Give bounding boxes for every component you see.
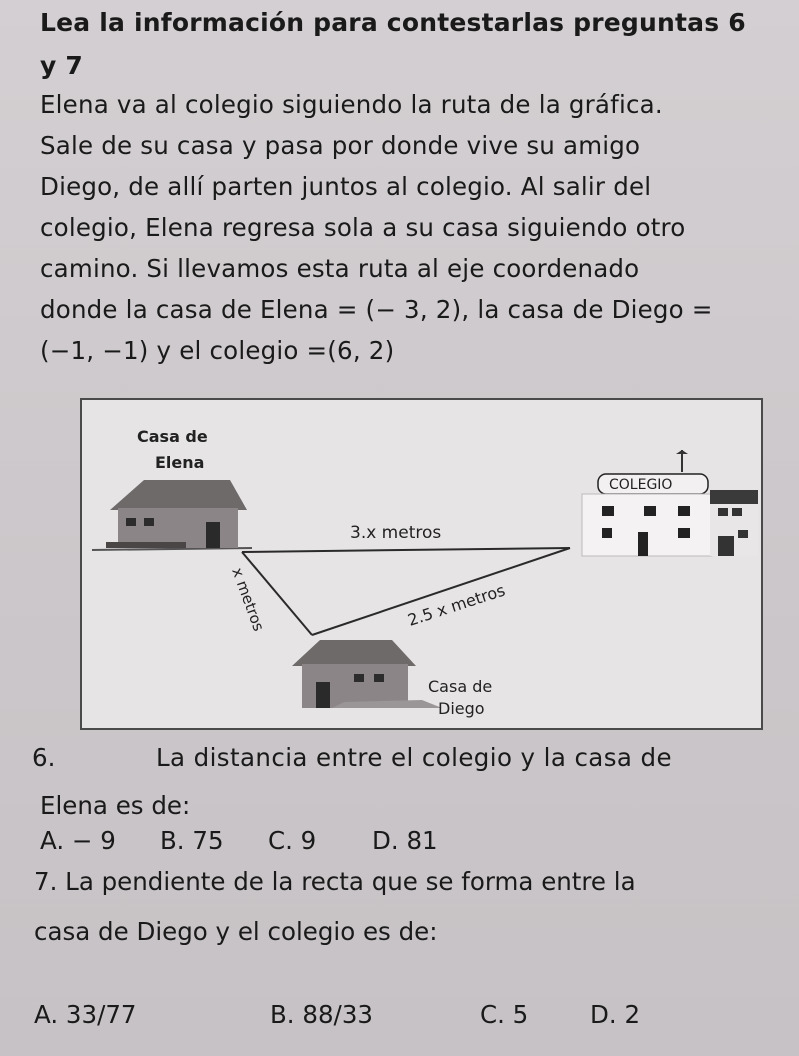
ground-line <box>92 548 252 550</box>
question-7-options <box>34 1000 754 1040</box>
statement-line: donde la casa de Elena = (− 3, 2), la casa de Diego = <box>40 295 713 324</box>
statement-line: Elena va al colegio siguiendo la ruta de la gráfica. <box>40 90 663 119</box>
q6-option-c[interactable]: C. 9 <box>268 826 317 855</box>
question-7-text-line-2: casa de Diego y el colegio es de: <box>34 917 438 946</box>
label-right-distance: 2.5 x metros <box>405 580 508 630</box>
label-left-distance: x metros <box>228 565 268 634</box>
label-casa-elena-2: Elena <box>155 453 205 472</box>
label-casa-elena-1: Casa de <box>137 427 208 446</box>
statement-line: colegio, Elena regresa sola a su casa siguiendo otro <box>40 213 686 242</box>
q7-option-c[interactable]: C. 5 <box>480 1000 529 1029</box>
problem-statement <box>40 84 760 371</box>
q6-option-b[interactable]: B. 75 <box>160 826 224 855</box>
q6-option-a[interactable]: A. − 9 <box>40 826 116 855</box>
statement-line: (−1, −1) y el colegio =(6, 2) <box>40 336 395 365</box>
statement-line: camino. Si llevamos esta ruta al eje coordenado <box>40 254 640 283</box>
diego-house-icon <box>292 640 442 708</box>
q7-option-d[interactable]: D. 2 <box>590 1000 641 1029</box>
q6-option-d[interactable]: D. 81 <box>372 826 438 855</box>
label-top-distance: 3.x metros <box>350 523 442 543</box>
route-diagram <box>80 398 763 730</box>
q7-option-b[interactable]: B. 88/33 <box>270 1000 373 1029</box>
q7-option-a[interactable]: A. 33/77 <box>34 1000 137 1029</box>
label-casa-diego-2: Diego <box>438 699 485 718</box>
question-6-options <box>40 826 740 866</box>
question-6-text-line-1: La distancia entre el colegio y la casa de <box>156 743 672 772</box>
route-elena-colegio <box>242 548 570 552</box>
heading-line-2: y 7 <box>40 51 83 80</box>
elena-house-icon <box>106 480 247 548</box>
label-casa-diego-1: Casa de <box>428 677 493 696</box>
statement-line: Sale de su casa y pasa por donde vive su amigo <box>40 131 641 160</box>
instructions-heading <box>40 2 760 86</box>
route-diagram-drawing <box>82 400 765 732</box>
label-colegio-sign: COLEGIO <box>609 477 673 493</box>
question-6-text-line-2: Elena es de: <box>40 791 191 820</box>
route-diego-colegio <box>312 548 570 635</box>
school-icon <box>582 450 758 556</box>
statement-line: Diego, de allí parten juntos al colegio. Al salir del <box>40 172 652 201</box>
question-6 <box>32 738 55 778</box>
question-6-number: 6. <box>32 743 56 772</box>
heading-line-1: Lea la información para contestarlas preguntas 6 <box>40 8 746 37</box>
question-7-text-line-1: 7. La pendiente de la recta que se forma entre la <box>34 867 636 896</box>
